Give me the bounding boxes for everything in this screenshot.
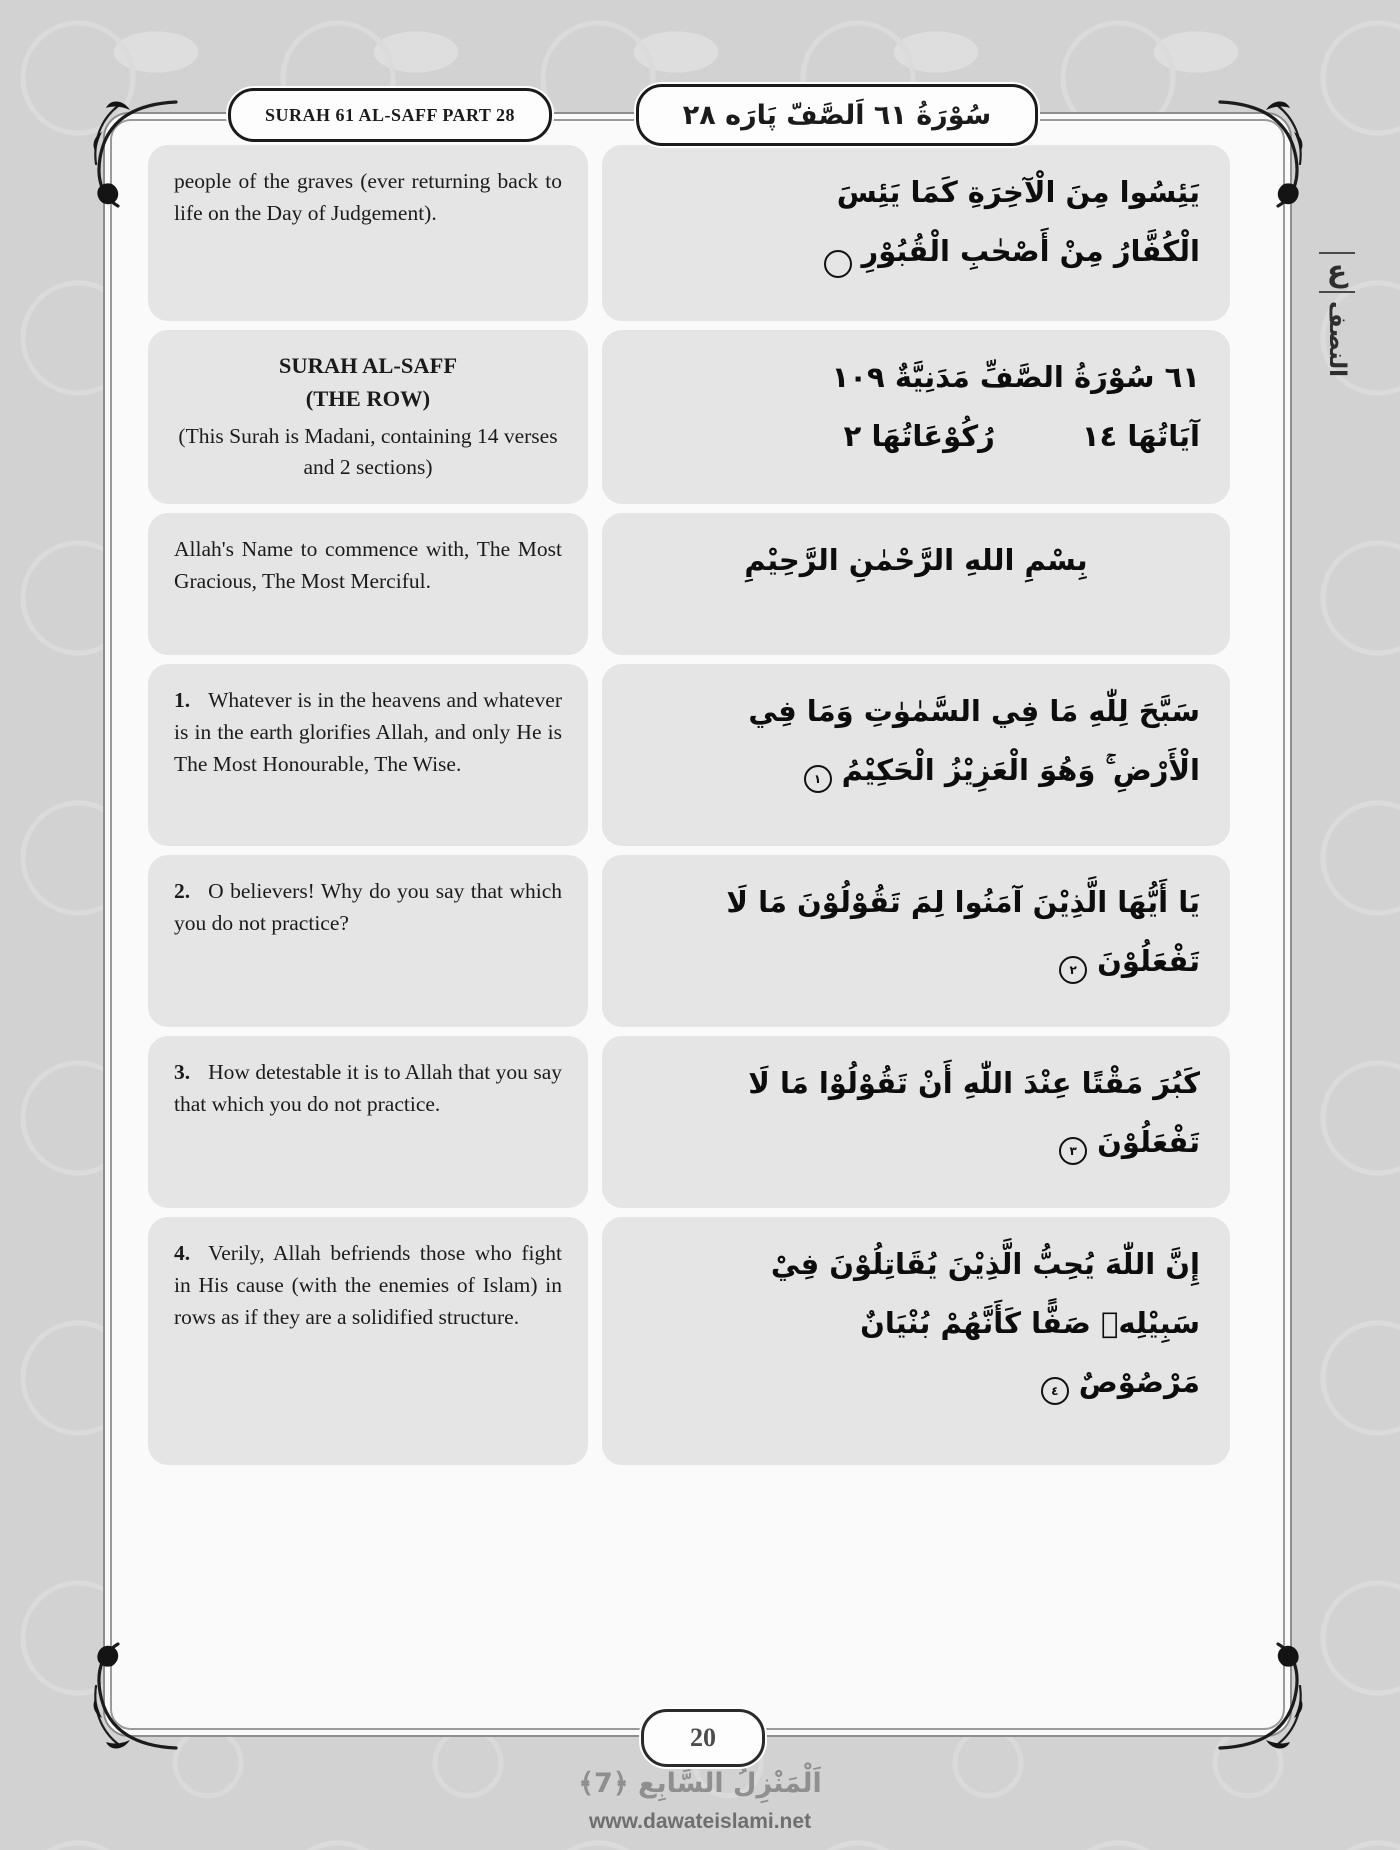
translation-text: people of the graves (ever returning back to life on the Day of Judgement). — [174, 169, 562, 226]
arabic-verse-block — [602, 1217, 1230, 1465]
verse-number: 3. — [174, 1059, 191, 1084]
content-row — [148, 1217, 1230, 1465]
content-row — [148, 855, 1230, 1027]
content-row — [148, 330, 1230, 504]
corner-flourish-icon — [84, 92, 180, 212]
ayah-number: ٢ — [1069, 963, 1077, 978]
ayah-number: ٣ — [1069, 1144, 1077, 1159]
ayah-end-icon — [824, 250, 852, 278]
arabic-verse-block — [602, 145, 1230, 321]
page-number: 20 — [690, 1723, 716, 1752]
verse-number: 4. — [174, 1240, 191, 1265]
surah-title: SURAH AL-SAFF — [278, 353, 458, 378]
translation-block — [148, 1036, 588, 1208]
translation-block — [148, 1217, 588, 1465]
arabic-line: سَبَّحَ لِلّٰهِ مَا فِي السَّمٰوٰتِ وَمَا فِي — [748, 693, 1200, 728]
translation-text: 4. Verily, Allah befriends those who fight in His cause (with the enemies of Islam) in rows as if they are a solidified structure. — [174, 1240, 562, 1330]
content-rows — [148, 145, 1230, 1465]
translation-text: 2. O believers! Why do you say that which you do not practice? — [174, 878, 562, 935]
arabic-line: كَبُرَ مَقْتًا عِنْدَ اللّٰهِ أَنْ تَقُوْلُوْا مَا لَا — [748, 1065, 1200, 1100]
page-number-badge — [641, 1709, 765, 1767]
translation-text: Allah's Name to commence with, The Most Gracious, The Most Merciful. — [174, 536, 562, 593]
verse-number: 1. — [174, 687, 191, 712]
translation-block — [148, 513, 588, 655]
ayah-end-icon — [1059, 956, 1087, 984]
arabic-line: تَفْعَلُوْنَ ٣ — [632, 1113, 1200, 1172]
ayah-number: ٤ — [1051, 1384, 1059, 1399]
header-title-english — [228, 88, 552, 142]
arabic-line: يَئِسُوا مِنَ الْآخِرَةِ كَمَا يَئِسَ — [836, 175, 1200, 209]
arabic-line: ٦١ سُوْرَةُ الصَّفِّ مَدَنِيَّةٌ ١٠٩ — [831, 360, 1200, 394]
header-title-arabic-label: سُوْرَةُ ٦١ اَلصَّفّ پَارَه ٢٨ — [682, 99, 992, 131]
arabic-verse-block — [602, 1036, 1230, 1208]
translation-block — [148, 855, 588, 1027]
arabic-verse-block — [602, 513, 1230, 655]
corner-flourish-icon — [1216, 92, 1312, 212]
header-title-arabic — [636, 84, 1038, 146]
website-link[interactable]: www.dawateislami.net — [588, 1810, 812, 1833]
manzil-footer-text: اَلْمَنْزِلُ السَّابِع ﴿7﴾ — [578, 1768, 822, 1799]
arabic-line: يَا أَيُّهَا الَّذِيْنَ آمَنُوا لِمَ تَقُوْلُوْنَ مَا لَا — [726, 884, 1200, 919]
translation-text: 3. How detestable it is to Allah that you say that which you do not practice. — [174, 1059, 562, 1116]
arabic-line: تَفْعَلُوْنَ ٢ — [632, 932, 1200, 991]
arabic-line: الْكُفَّارُ مِنْ أَصْحٰبِ الْقُبُوْرِ — [632, 222, 1200, 281]
surah-note: (This Surah is Madani, containing 14 verses and 2 sections) — [178, 424, 558, 480]
ayah-end-icon — [804, 765, 832, 793]
translation-block — [148, 330, 588, 504]
ayah-end-icon — [1059, 1137, 1087, 1165]
arabic-line: الْأَرْضِ ۚ وَهُوَ الْعَزِيْزُ الْحَكِيْمُ ١ — [632, 741, 1200, 800]
translation-text: 1. Whatever is in the heavens and whatever is in the earth glorifies Allah, and only He is The Most Honourable, The Wise. — [174, 687, 562, 777]
arabic-line: مَرْصُوْصٌ ٤ — [632, 1353, 1200, 1412]
arabic-line: آيَاتُهَا ١٤ رُكُوْعَاتُهَا ٢ — [843, 419, 1200, 454]
ayah-end-icon — [1041, 1377, 1069, 1405]
content-row — [148, 513, 1230, 655]
content-row — [148, 664, 1230, 846]
ayah-number: ١ — [813, 772, 822, 787]
corner-flourish-icon — [84, 1638, 180, 1758]
header-title-english-label: SURAH 61 AL-SAFF PART 28 — [264, 104, 516, 125]
arabic-verse-block — [602, 664, 1230, 846]
translation-block — [148, 664, 588, 846]
content-row — [148, 145, 1230, 321]
arabic-verse-block — [602, 855, 1230, 1027]
translation-block — [148, 145, 588, 321]
content-row — [148, 1036, 1230, 1208]
arabic-line: إِنَّ اللّٰهَ يُحِبُّ الَّذِيْنَ يُقَاتِلُوْنَ فِيْ — [770, 1246, 1200, 1281]
corner-flourish-icon — [1216, 1638, 1312, 1758]
ain-marker: ع — [1319, 252, 1356, 293]
verse-number: 2. — [174, 878, 191, 903]
arabic-line: بِسْمِ اللهِ الرَّحْمٰنِ الرَّحِيْمِ — [744, 542, 1088, 577]
margin-ruku-marker — [1308, 252, 1366, 377]
surah-title: (THE ROW) — [305, 385, 431, 411]
arabic-verse-block — [602, 330, 1230, 504]
margin-word-vertical: النصف — [1324, 301, 1350, 377]
arabic-line: سَبِيْلِهٖ صَفًّا كَأَنَّهُمْ بُنْيَانٌ — [860, 1306, 1200, 1341]
